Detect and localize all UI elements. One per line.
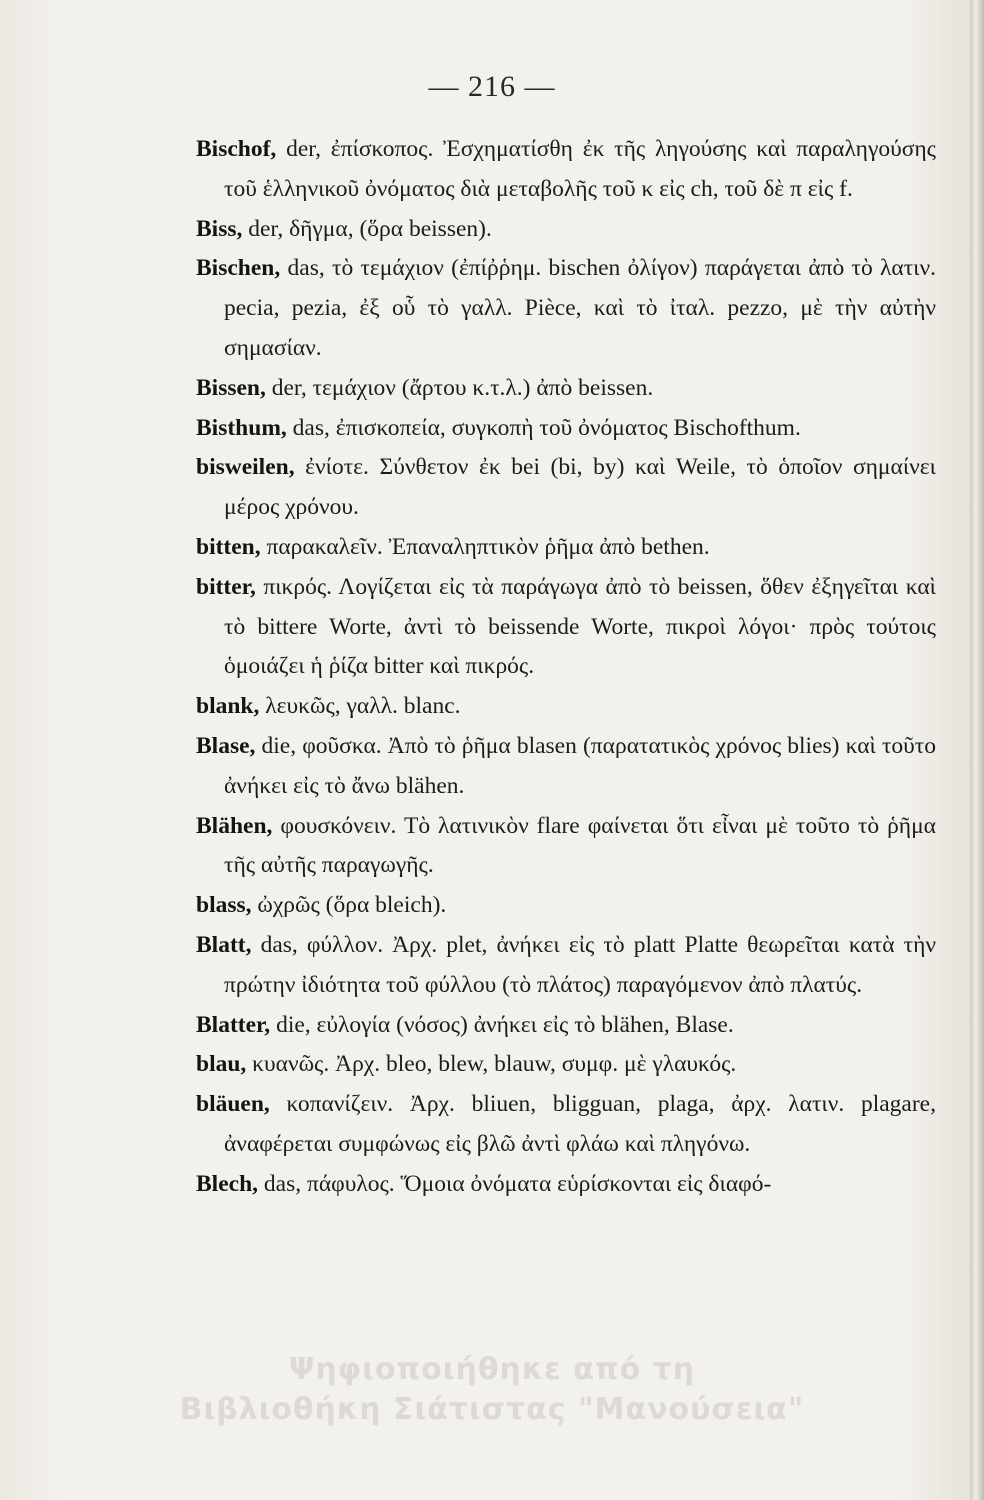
entry-text: das, τὸ τεμάχιον (ἐπίῤῥημ. bischen ὀλίγον) παράγεται ἀπὸ τὸ λατιν. pecia, pezia, ἐξ οὗ τὸ γαλλ. Pièce, καὶ τὸ ἰταλ. pezzo, μὲ τὴν αὐτὴν σημασίαν. xyxy=(224,255,936,361)
entry-text: λευκῶς, γαλλ. blanc. xyxy=(259,693,461,720)
library-watermark-line2: Βιβλιοθήκη Σιάτιστας "Μανούσεια" xyxy=(179,1392,805,1427)
entry-text: die, φοῦσκα. Ἀπὸ τὸ ῥῆμα blasen (παρατατικὸς χρόνος blies) καὶ τοῦτο ἀνήκει εἰς τὸ ἄνω blähen. xyxy=(224,732,936,799)
dictionary-entry xyxy=(196,448,936,528)
dictionary-entry xyxy=(196,727,936,807)
entry-headword: bläuen, xyxy=(196,1091,270,1118)
entry-headword: Blatt, xyxy=(196,931,252,958)
entry-text: κοπανίζειν. Ἀρχ. bliuen, bligguan, plaga, ἀρχ. λατιν. plagare, ἀναφέρεται συμφώνως εἰς βλῶ ἀντὶ φλάω καὶ πληγόνω. xyxy=(224,1091,936,1157)
library-watermark-line1: Ψηφιοποιήθηκε από τη xyxy=(288,1352,696,1387)
dictionary-entry xyxy=(196,807,936,887)
dictionary-entry xyxy=(196,528,936,568)
dictionary-entry xyxy=(196,1085,936,1165)
entry-text: κυανῶς. Ἀρχ. bleo, blew, blauw, συμφ. μὲ γλαυκός. xyxy=(246,1051,737,1078)
entry-headword: Blech, xyxy=(196,1170,259,1197)
entry-text: ἐνίοτε. Σύνθετον ἐκ bei (bi, by) καὶ Weile, τὸ ὁποῖον σημαίνει μέρος χρόνου. xyxy=(224,454,936,521)
entry-text: das, πάφυλος. Ὅμοια ὀνόματα εὑρίσκονται εἰς διαφό- xyxy=(258,1170,772,1197)
entry-text: das, φύλλον. Ἀρχ. plet, ἀνήκει εἰς τὸ platt Platte θεωρεῖται κατὰ τὴν πρώτην ἰδιότητα τοῦ φύλλου (τὸ πλάτος) παραγόμενον ἀπὸ πλατύς. xyxy=(224,931,936,998)
dictionary-entry xyxy=(196,369,936,409)
dictionary-entries xyxy=(196,130,936,1205)
entry-headword: Bisthum, xyxy=(196,414,287,441)
entry-headword: bisweilen, xyxy=(196,454,295,481)
dictionary-entry xyxy=(196,1045,936,1085)
dictionary-entry xyxy=(196,926,936,1006)
entry-headword: blank, xyxy=(196,693,260,720)
dictionary-entry xyxy=(196,130,936,210)
dictionary-entry xyxy=(196,568,936,687)
entry-headword: blass, xyxy=(196,892,252,919)
entry-text: der, τεμάχιον (ἄρτου κ.τ.λ.) ἀπὸ beissen. xyxy=(265,374,654,401)
entry-text: ὠχρῶς (ὅρα bleich). xyxy=(251,892,447,919)
entry-text: πικρός. Λογίζεται εἰς τὰ παράγωγα ἀπὸ τὸ beissen, ὅθεν ἐξηγεῖται καὶ τὸ bittere Worte, ἀντὶ τὸ beissende Worte, πικροὶ λόγοι· πρὸς τούτοις ὁμοιάζει ἡ ῥίζα bitter καὶ πικρός. xyxy=(224,573,936,680)
dictionary-entry xyxy=(196,210,936,250)
entry-headword: Biss, xyxy=(196,215,243,242)
entry-headword: bitten, xyxy=(196,533,261,560)
page-edge xyxy=(970,0,984,1500)
dictionary-entry xyxy=(196,1165,936,1205)
entry-headword: Bischof, xyxy=(196,136,277,162)
entry-text: der, δῆγμα, (ὅρα beissen). xyxy=(242,215,492,242)
entry-headword: Blähen, xyxy=(196,812,273,839)
entry-headword: bitter, xyxy=(196,573,256,600)
dictionary-entry xyxy=(196,687,936,727)
dictionary-entry xyxy=(196,886,936,926)
entry-text: παρακαλεῖν. Ἐπαναληπτικὸν ῥῆμα ἀπὸ bethen. xyxy=(260,533,710,560)
entry-headword: Bissen, xyxy=(196,374,266,401)
dictionary-entry xyxy=(196,249,936,368)
entry-text: das, ἐπισκοπεία, συγκοπὴ τοῦ ὀνόματος Bischofthum. xyxy=(286,414,801,441)
page-number: — 216 — xyxy=(428,70,556,103)
dictionary-entry xyxy=(196,1006,936,1046)
entry-headword: Blase, xyxy=(196,732,256,759)
entry-headword: blau, xyxy=(196,1051,247,1078)
entry-text: der, ἐπίσκοπος. Ἐσχηματίσθη ἐκ τῆς λ‍ηγούσης καὶ παραληγούσης τοῦ ἑλληνικοῦ ὀνόματος διὰ μεταβολῆς τοῦ κ εἰς ch, τοῦ δὲ π εἰς f. xyxy=(224,136,936,202)
entry-headword: Bischen, xyxy=(196,255,281,282)
entry-text: φουσκόνειν. Τὸ λατινικὸν flare φαίνεται ὅτι εἶναι μὲ τοῦτο τὸ ῥῆμα τῆς αὐτῆς παραγωγῆς. xyxy=(224,812,936,879)
entry-text: die, εὐλογία (νόσος) ἀνήκει εἰς τὸ blähen, Blase. xyxy=(270,1011,734,1038)
entry-headword: Blatter, xyxy=(196,1011,271,1038)
dictionary-entry xyxy=(196,409,936,449)
